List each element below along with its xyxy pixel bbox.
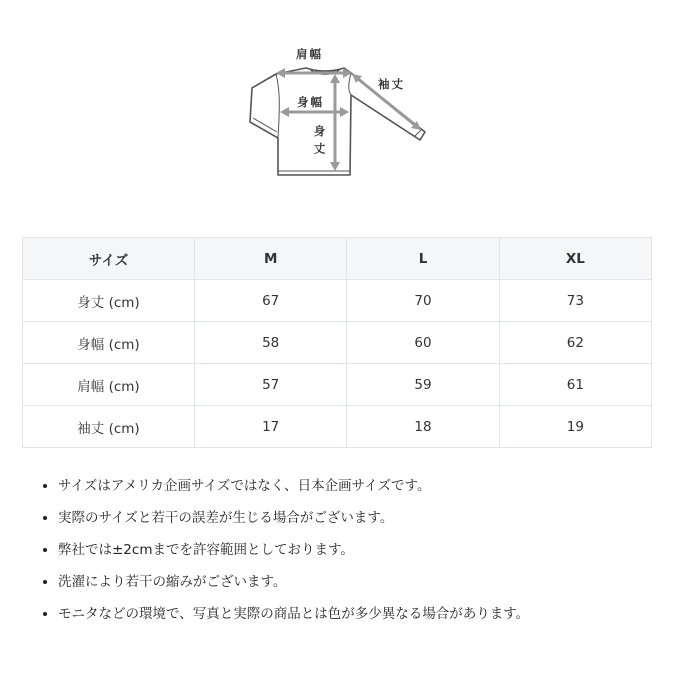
shoulder-width-label: 肩幅 xyxy=(296,47,323,61)
table-row xyxy=(23,280,652,322)
table-cell: 70 xyxy=(347,280,499,322)
table-cell: 60 xyxy=(347,322,499,364)
table-row xyxy=(23,406,652,448)
shirt-measurement-diagram xyxy=(240,40,440,185)
table-cell: 58 xyxy=(195,322,347,364)
body-width-label: 身幅 xyxy=(297,95,324,109)
body-length-label: 身丈 xyxy=(312,125,327,160)
note-item: • モニタなどの環境で、写真と実際の商品とは色が多少異なる場合があります。 xyxy=(58,601,678,633)
table-cell: 67 xyxy=(195,280,347,322)
header-xl: XL xyxy=(499,238,651,280)
note-item: • 洗濯により若干の縮みがございます。 xyxy=(58,569,678,601)
table-header-row xyxy=(23,238,652,280)
header-size: サイズ xyxy=(23,238,195,280)
size-chart-table xyxy=(22,237,652,448)
table-cell: 18 xyxy=(347,406,499,448)
header-m: M xyxy=(195,238,347,280)
table-row xyxy=(23,364,652,406)
table-cell: 19 xyxy=(499,406,651,448)
row-label: 身丈 (cm) xyxy=(23,280,195,322)
row-label: 袖丈 (cm) xyxy=(23,406,195,448)
note-item: • サイズはアメリカ企画サイズではなく、日本企画サイズです。 xyxy=(58,473,678,505)
note-item: • 実際のサイズと若干の誤差が生じる場合がございます。 xyxy=(58,505,678,537)
long-sleeve-shirt-measurement-icon xyxy=(240,40,440,185)
table-cell: 17 xyxy=(195,406,347,448)
sleeve-length-label: 袖丈 xyxy=(378,77,405,91)
header-l: L xyxy=(347,238,499,280)
table-row xyxy=(23,322,652,364)
table-cell: 61 xyxy=(499,364,651,406)
note-item: • 弊社では±2cmまでを許容範囲としております。 xyxy=(58,537,678,569)
table-cell: 59 xyxy=(347,364,499,406)
table-cell: 62 xyxy=(499,322,651,364)
notes-list xyxy=(38,473,678,633)
row-label: 肩幅 (cm) xyxy=(23,364,195,406)
table-cell: 73 xyxy=(499,280,651,322)
table-cell: 57 xyxy=(195,364,347,406)
row-label: 身幅 (cm) xyxy=(23,322,195,364)
